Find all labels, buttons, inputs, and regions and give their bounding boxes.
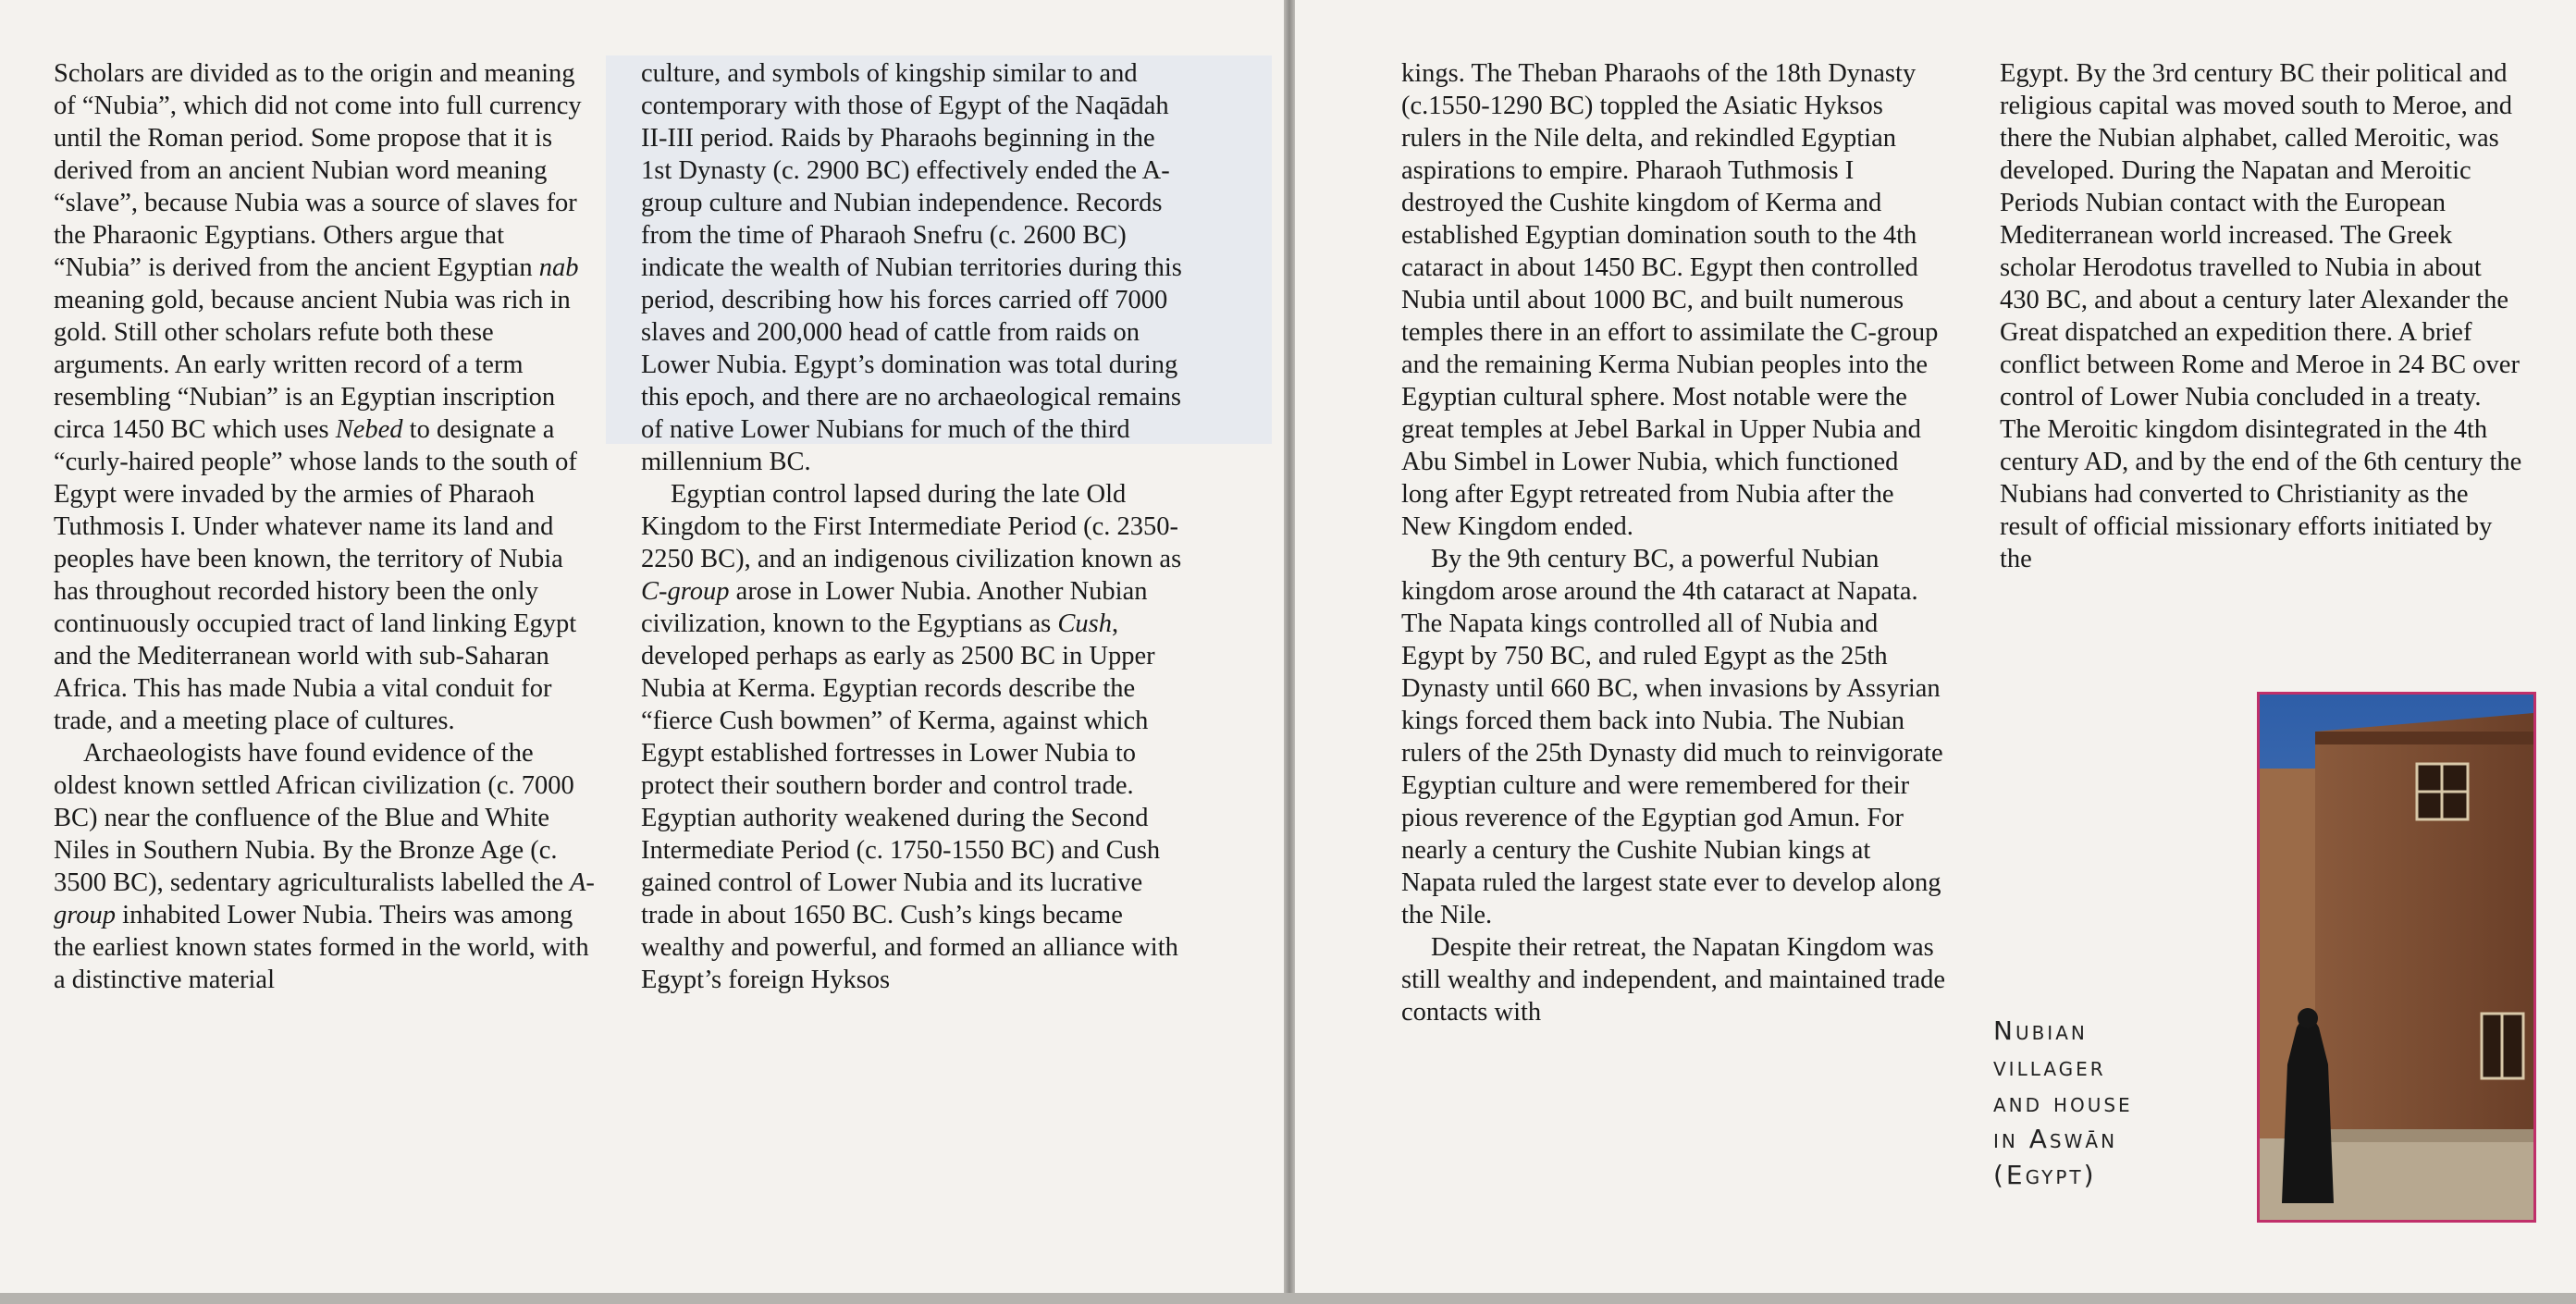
- caption-line: Nubian: [1993, 1015, 2088, 1046]
- paragraph: kings. The Theban Pharaohs of the 18th Dynasty (c.1550-1290 BC) toppled the Asiatic Hyksos rulers in the Nile delta, and rekindled Egyptian aspirations to empire. Pharaoh Tuthmosis I destroyed the Cushite kingdom of Kerma and established Egyptian domination south to the 4th cataract in about 1450 BC. Egypt then controlled Nubia until about 1000 BC, and built numerous temples there in an effort to assimilate the C-group and the remaining Kerma Nubian peoples into the Egyptian cultural sphere. Most notable were the great temples at Jebel Barkal in Upper Nubia and Abu Simbel in Lower Nubia, which functioned long after Egypt retreated from Nubia after the New Kingdom ended.: [1401, 59, 1939, 541]
- italic-term: nab: [538, 253, 579, 282]
- book-gutter: [1284, 0, 1295, 1304]
- italic-term: Nebed: [335, 415, 403, 444]
- photo-illustration: [2260, 695, 2533, 1220]
- right-column-1: [1401, 57, 1947, 1028]
- paragraph: Egyptian control lapsed during the late Old Kingdom to the First Intermediate Period (c. 2350-2250 BC), and an indigenous civilization known as C-group arose in Lower Nubia. Another Nubian civilization, known to the Egyptians as Cush, developed perhaps as early as 2500 BC in Upper Nubia at Kerma. Egyptian records describe the “fierce Cush bowmen” of Kerma, against which Egypt established fortresses in Lower Nubia to protect their southern border and control trade. Egyptian authority weakened during the Second Intermediate Period (c. 1750-1550 BC) and Cush gained control of Lower Nubia and its lucrative trade in about 1650 BC. Cush’s kings became wealthy and powerful, and formed an alliance with Egypt’s foreign Hyksos: [641, 480, 1182, 994]
- caption-line: (Egypt): [1993, 1160, 2097, 1190]
- caption-line: villager: [1993, 1052, 2106, 1082]
- italic-term: A-group: [54, 868, 595, 929]
- paragraph: culture, and symbols of kingship similar to and contemporary with those of Egypt of the Naqādah II-III period. Raids by Pharaohs beginning in the 1st Dynasty (c. 2900 BC) effectively ended the A-group culture and Nubian independence. Records from the time of Pharaoh Snefru (c. 2600 BC) indicate the wealth of Nubian territories during this period, describing how his forces carried off 7000 slaves and 200,000 head of cattle from raids on Lower Nubia. Egypt’s domination was total during this epoch, and there are no archaeological remains of native Lower Nubians for much of the third millennium BC.: [641, 59, 1182, 476]
- right-column-2: [2000, 57, 2527, 575]
- italic-term: Cush: [1057, 609, 1112, 638]
- left-column-1: [54, 57, 595, 996]
- paragraph: Scholars are divided as to the origin and meaning of “Nubia”, which did not come into full currency until the Roman period. Some propose that it is derived from an ancient Nubian word meaning “slave”, because Nubia was a source of slaves for the Pharaonic Egyptians. Others argue that “Nubia” is derived from the ancient Egyptian nab meaning gold, because ancient Nubia was rich in gold. Still other scholars refute both these arguments. An early written record of a term resembling “Nubian” is an Egyptian inscription circa 1450 BC which uses Nebed to designate a “curly-haired people” whose lands to the south of Egypt were invaded by the armies of Pharaoh Tuthmosis I. Under whatever name its land and peoples have been known, the territory of Nubia has throughout recorded history been the only continuously occupied tract of land linking Egypt and the Mediterranean world with sub-Saharan Africa. This has made Nubia a vital conduit for trade, and a meeting place of cultures.: [54, 59, 582, 735]
- paragraph: Despite their retreat, the Napatan Kingdom was still wealthy and independent, and maintained trade contacts with: [1401, 933, 1946, 1027]
- italic-term: C-group: [641, 577, 730, 606]
- photo-caption: [1993, 1013, 2225, 1193]
- left-column-2: [641, 57, 1187, 996]
- paragraph: By the 9th century BC, a powerful Nubian kingdom arose around the 4th cataract at Napata. The Napata kings controlled all of Nubia and Egypt by 750 BC, and ruled Egypt as the 25th Dynasty until 660 BC, when invasions by Assyrian kings forced them back into Nubia. The Nubian rulers of the 25th Dynasty did much to reinvigorate Egyptian culture and were remembered for their pious reverence of the Egyptian god Amun. For nearly a century the Cushite Nubian kings at Napata ruled the largest state ever to develop along the Nile.: [1401, 545, 1943, 929]
- page-bottom-edge: [0, 1293, 2576, 1304]
- paragraph: Egypt. By the 3rd century BC their political and religious capital was moved south to Meroe, and there the Nubian alphabet, called Meroitic, was developed. During the Napatan and Meroitic Periods Nubian contact with the European Mediterranean world increased. The Greek scholar Herodotus travelled to Nubia in about 430 BC, and about a century later Alexander the Great dispatched an expedition there. A brief conflict between Rome and Meroe in 24 BC over control of Lower Nubia concluded in a treaty. The Meroitic kingdom disintegrated in the 4th century AD, and by the end of the 6th century the Nubians had converted to Christianity as the result of official missionary efforts initiated by the: [2000, 59, 2522, 573]
- nubian-villager-house-photo: [2257, 692, 2536, 1223]
- caption-line: in Aswān: [1993, 1124, 2118, 1154]
- paragraph: Archaeologists have found evidence of the oldest known settled African civilization (c. 7000 BC) near the confluence of the Blue and White Niles in Southern Nubia. By the Bronze Age (c. 3500 BC), sedentary agriculturalists labelled the A-group inhabited Lower Nubia. Theirs was among the earliest known states formed in the world, with a distinctive material: [54, 739, 595, 994]
- left-page: [0, 0, 1284, 1293]
- caption-line: and house: [1993, 1088, 2133, 1118]
